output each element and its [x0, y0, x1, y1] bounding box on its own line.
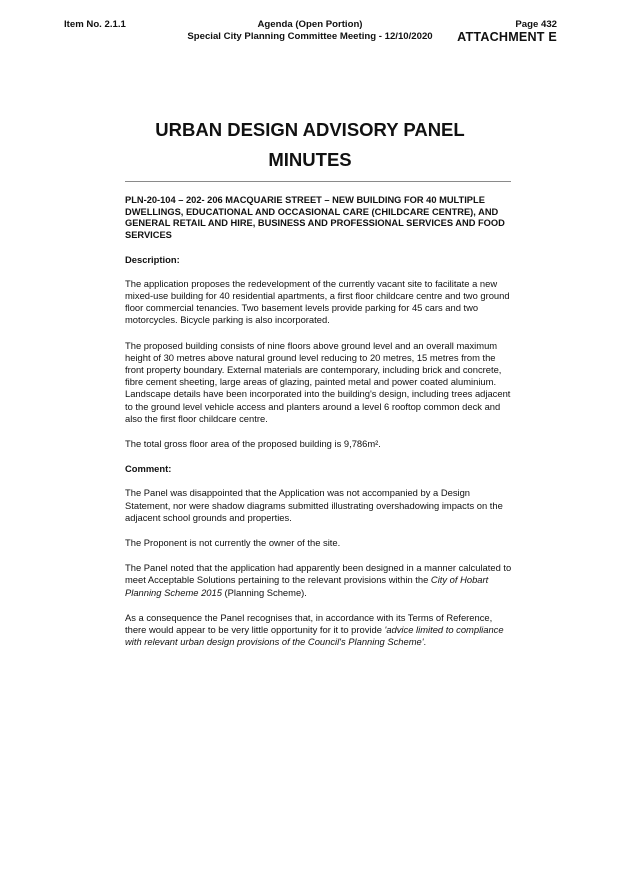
- attachment-label: ATTACHMENT E: [457, 30, 557, 44]
- application-heading: PLN-20-104 – 202- 206 MACQUARIE STREET – NEW BUILDING FOR 40 MULTIPLE DWELLINGS, EDUCATIONAL AND OCCASIONAL CARE (CHILDCARE CENTRE), AND GENERAL RETAIL AND HIRE, BUSINESS AND PROFESSIONAL SERVICES AND FOOD SERVICES: [125, 195, 505, 240]
- description-paragraph: The application proposes the redevelopment of the currently vacant site to facilitate a new mixed-use building for 40 residential apartments, a first floor childcare centre and two ground floor commercial tenancies. Two basement levels provide parking for 45 cars and two motorcycles. Bicycle parking is also incorporated.: [125, 277, 510, 326]
- description-heading: Description:: [125, 253, 180, 265]
- title-divider: [125, 181, 511, 182]
- description-paragraph: The total gross floor area of the proposed building is 9,786m².: [125, 437, 381, 449]
- meeting-title: Special City Planning Committee Meeting - 12/10/2020: [187, 31, 433, 42]
- comment-heading: Comment:: [125, 463, 172, 475]
- item-number: Item No. 2.1.1: [64, 19, 126, 30]
- minutes-body: [125, 195, 512, 661]
- page-number: Page 432: [515, 19, 557, 30]
- comment-text: As a consequence the Panel recognises that, in accordance with its Terms of Reference, there would appear to be very little opportunity for it to provide: [125, 611, 493, 635]
- description-paragraph: The proposed building consists of nine floors above ground level and an overall maximum height of 30 metres above natural ground level reducing to 20 metres, 15 metres from the front property boundary. External materials are contemporary, including brick and concrete, fibre cement sheeting, large areas of glazing, painted metal and power coated aluminium. Landscape details have been incorporated into the building's design, including trees adjacent to the ground level vehicle access and planters around a level 6 rooftop common deck and also the first floor childcare centre.: [125, 339, 511, 424]
- comment-paragraph: [125, 612, 512, 649]
- agenda-header: [175, 19, 445, 43]
- quoted-terms: 'advice limited to compliance with relevant urban design provisions of the Council's Planning Scheme': [125, 623, 504, 648]
- document-subtitle: MINUTES: [268, 149, 352, 170]
- planning-scheme-title: City of Hobart Planning Scheme 2015: [125, 574, 489, 598]
- comment-paragraph: The Panel was disappointed that the Application was not accompanied by a Design Statement, nor were shadow diagrams submitted illustrating overshadowing impacts on the adjacent school grounds and properties.: [125, 487, 503, 523]
- comment-text: (Planning Scheme).: [221, 586, 307, 598]
- comment-paragraph: The Proponent is not currently the owner of the site.: [125, 536, 341, 548]
- document-title: URBAN DESIGN ADVISORY PANEL: [155, 119, 465, 140]
- comment-paragraph: [125, 562, 512, 599]
- comment-text: The Panel noted that the application had apparently been designed in a manner calculated to meet Acceptable Solutions pertaining to the relevant provisions within the: [125, 562, 512, 586]
- comment-text: .: [423, 636, 427, 648]
- agenda-portion: Agenda (Open Portion): [257, 19, 363, 30]
